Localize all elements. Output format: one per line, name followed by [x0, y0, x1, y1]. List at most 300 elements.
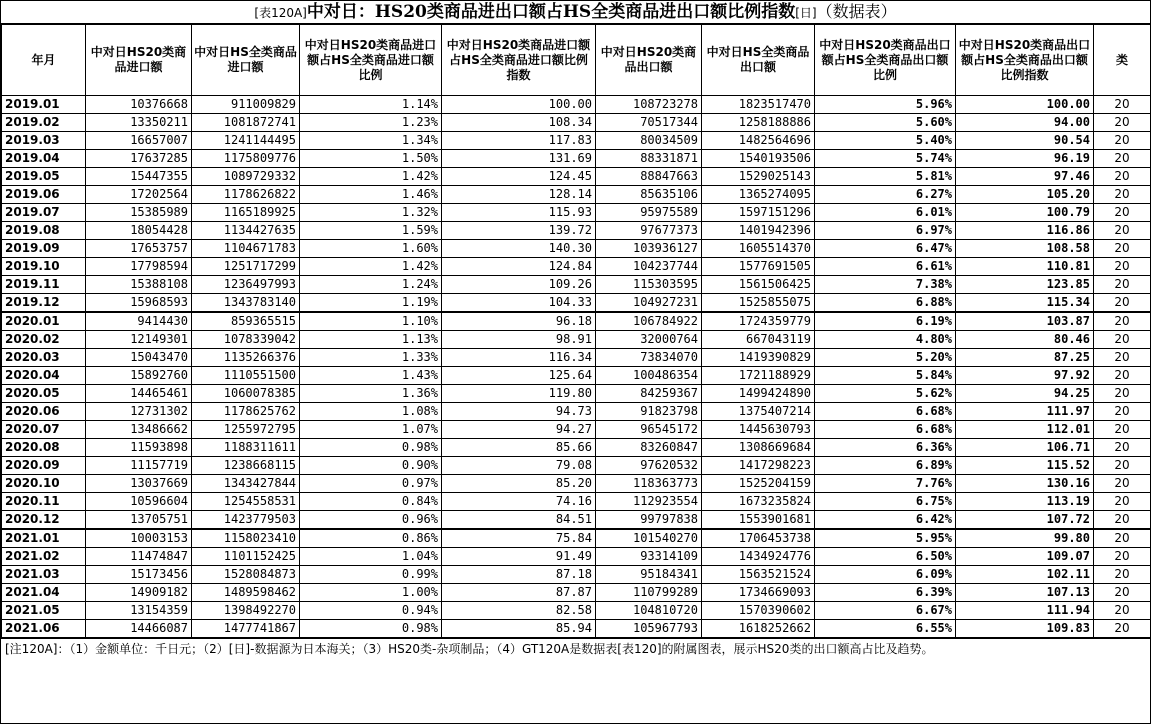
import-ratio-index-cell: 94.73	[442, 403, 596, 421]
hs20-import-cell: 17798594	[86, 258, 192, 276]
month-cell: 2020.05	[2, 385, 86, 403]
all-export-cell: 1570390602	[702, 602, 815, 620]
all-export-cell: 1308669684	[702, 439, 815, 457]
hs20-export-cell: 95184341	[596, 566, 702, 584]
month-cell: 2021.04	[2, 584, 86, 602]
hs20-export-cell: 83260847	[596, 439, 702, 457]
all-export-cell: 1605514370	[702, 240, 815, 258]
month-cell: 2019.10	[2, 258, 86, 276]
all-import-cell: 1238668115	[192, 457, 300, 475]
class-cell: 20	[1094, 584, 1151, 602]
export-ratio-cell: 6.01%	[815, 204, 956, 222]
all-import-cell: 1178626822	[192, 186, 300, 204]
all-import-cell: 1158023410	[192, 529, 300, 548]
hs20-export-cell: 100486354	[596, 367, 702, 385]
all-import-cell: 1060078385	[192, 385, 300, 403]
import-ratio-index-cell: 85.20	[442, 475, 596, 493]
table-tag: [表120A]	[254, 6, 307, 20]
export-ratio-cell: 5.84%	[815, 367, 956, 385]
all-export-cell: 1561506425	[702, 276, 815, 294]
month-cell: 2021.05	[2, 602, 86, 620]
all-import-cell: 1135266376	[192, 349, 300, 367]
import-ratio-cell: 1.50%	[300, 150, 442, 168]
class-cell: 20	[1094, 566, 1151, 584]
all-export-cell: 1734669093	[702, 584, 815, 602]
export-ratio-index-cell: 97.46	[956, 168, 1094, 186]
all-import-cell: 911009829	[192, 96, 300, 114]
class-cell: 20	[1094, 222, 1151, 240]
export-ratio-cell: 6.09%	[815, 566, 956, 584]
hs20-export-cell: 101540270	[596, 529, 702, 548]
import-ratio-cell: 1.14%	[300, 96, 442, 114]
export-ratio-cell: 6.68%	[815, 403, 956, 421]
table-row	[2, 602, 1151, 620]
all-import-cell: 859365515	[192, 312, 300, 331]
hs20-import-cell: 13350211	[86, 114, 192, 132]
hs20-import-cell: 11474847	[86, 548, 192, 566]
table-row	[2, 385, 1151, 403]
class-cell: 20	[1094, 367, 1151, 385]
all-export-cell: 1540193506	[702, 150, 815, 168]
class-cell: 20	[1094, 258, 1151, 276]
hs20-import-cell: 11157719	[86, 457, 192, 475]
import-ratio-index-cell: 139.72	[442, 222, 596, 240]
month-cell: 2019.04	[2, 150, 86, 168]
export-ratio-index-cell: 112.01	[956, 421, 1094, 439]
hs20-import-cell: 15043470	[86, 349, 192, 367]
class-cell: 20	[1094, 312, 1151, 331]
import-ratio-cell: 1.60%	[300, 240, 442, 258]
all-import-cell: 1343427844	[192, 475, 300, 493]
header-class: 类	[1094, 25, 1151, 96]
all-import-cell: 1104671783	[192, 240, 300, 258]
hs20-export-cell: 110799289	[596, 584, 702, 602]
all-export-cell: 1597151296	[702, 204, 815, 222]
table-row	[2, 367, 1151, 385]
hs20-export-cell: 85635106	[596, 186, 702, 204]
export-ratio-index-cell: 110.81	[956, 258, 1094, 276]
export-ratio-index-cell: 103.87	[956, 312, 1094, 331]
hs20-import-cell: 10596604	[86, 493, 192, 511]
import-ratio-index-cell: 115.93	[442, 204, 596, 222]
export-ratio-cell: 6.97%	[815, 222, 956, 240]
all-import-cell: 1134427635	[192, 222, 300, 240]
import-ratio-cell: 1.46%	[300, 186, 442, 204]
hs20-import-cell: 11593898	[86, 439, 192, 457]
export-ratio-cell: 5.62%	[815, 385, 956, 403]
all-import-cell: 1489598462	[192, 584, 300, 602]
export-ratio-cell: 6.55%	[815, 620, 956, 638]
export-ratio-index-cell: 115.52	[956, 457, 1094, 475]
hs20-import-cell: 13037669	[86, 475, 192, 493]
export-ratio-cell: 6.67%	[815, 602, 956, 620]
header-row	[2, 25, 1151, 96]
all-import-cell: 1101152425	[192, 548, 300, 566]
table-row	[2, 276, 1151, 294]
month-cell: 2020.03	[2, 349, 86, 367]
import-ratio-cell: 1.43%	[300, 367, 442, 385]
hs20-export-cell: 104927231	[596, 294, 702, 313]
hs20-export-cell: 88847663	[596, 168, 702, 186]
import-ratio-cell: 1.00%	[300, 584, 442, 602]
header-month: 年月	[2, 25, 86, 96]
export-ratio-index-cell: 90.54	[956, 132, 1094, 150]
class-cell: 20	[1094, 150, 1151, 168]
table-row	[2, 548, 1151, 566]
export-ratio-index-cell: 107.72	[956, 511, 1094, 530]
import-ratio-cell: 1.19%	[300, 294, 442, 313]
month-cell: 2019.06	[2, 186, 86, 204]
hs20-import-cell: 17202564	[86, 186, 192, 204]
export-ratio-index-cell: 94.00	[956, 114, 1094, 132]
month-cell: 2020.09	[2, 457, 86, 475]
hs20-export-cell: 91823798	[596, 403, 702, 421]
export-ratio-index-cell: 100.79	[956, 204, 1094, 222]
hs20-export-cell: 96545172	[596, 421, 702, 439]
hs20-import-cell: 10003153	[86, 529, 192, 548]
export-ratio-index-cell: 109.83	[956, 620, 1094, 638]
table-title	[1, 1, 1150, 24]
import-ratio-index-cell: 140.30	[442, 240, 596, 258]
all-export-cell: 1721188929	[702, 367, 815, 385]
hs20-export-cell: 93314109	[596, 548, 702, 566]
table-row	[2, 421, 1151, 439]
month-cell: 2020.11	[2, 493, 86, 511]
import-ratio-index-cell: 91.49	[442, 548, 596, 566]
all-export-cell: 1419390829	[702, 349, 815, 367]
import-ratio-index-cell: 75.84	[442, 529, 596, 548]
table-row	[2, 511, 1151, 530]
export-ratio-index-cell: 116.86	[956, 222, 1094, 240]
hs20-export-cell: 99797838	[596, 511, 702, 530]
export-ratio-cell: 7.38%	[815, 276, 956, 294]
hs20-export-cell: 105967793	[596, 620, 702, 638]
hs20-import-cell: 14909182	[86, 584, 192, 602]
class-cell: 20	[1094, 294, 1151, 313]
export-ratio-index-cell: 102.11	[956, 566, 1094, 584]
import-ratio-index-cell: 84.51	[442, 511, 596, 530]
all-export-cell: 1553901681	[702, 511, 815, 530]
import-ratio-index-cell: 98.91	[442, 331, 596, 349]
all-import-cell: 1110551500	[192, 367, 300, 385]
import-ratio-cell: 1.23%	[300, 114, 442, 132]
all-export-cell: 1673235824	[702, 493, 815, 511]
export-ratio-index-cell: 96.19	[956, 150, 1094, 168]
import-ratio-cell: 1.32%	[300, 204, 442, 222]
month-cell: 2020.12	[2, 511, 86, 530]
table-row	[2, 114, 1151, 132]
export-ratio-index-cell: 106.71	[956, 439, 1094, 457]
hs20-export-cell: 106784922	[596, 312, 702, 331]
all-export-cell: 1525855075	[702, 294, 815, 313]
table-row	[2, 204, 1151, 222]
hs20-export-cell: 95975589	[596, 204, 702, 222]
export-ratio-cell: 6.88%	[815, 294, 956, 313]
all-import-cell: 1241144495	[192, 132, 300, 150]
table-row	[2, 132, 1151, 150]
import-ratio-cell: 0.98%	[300, 620, 442, 638]
table-main-title: 中对日：HS20类商品进出口额占HS全类商品进出口额比例指数	[306, 2, 796, 22]
import-ratio-index-cell: 131.69	[442, 150, 596, 168]
export-ratio-index-cell: 130.16	[956, 475, 1094, 493]
hs20-import-cell: 13486662	[86, 421, 192, 439]
import-ratio-cell: 0.94%	[300, 602, 442, 620]
import-ratio-index-cell: 82.58	[442, 602, 596, 620]
hs20-export-cell: 103936127	[596, 240, 702, 258]
table-row	[2, 168, 1151, 186]
table-row	[2, 240, 1151, 258]
table-body	[2, 96, 1151, 638]
export-ratio-cell: 6.75%	[815, 493, 956, 511]
import-ratio-cell: 1.33%	[300, 349, 442, 367]
all-export-cell: 1258188886	[702, 114, 815, 132]
table-row	[2, 349, 1151, 367]
export-ratio-index-cell: 108.58	[956, 240, 1094, 258]
table-title-suffix: （数据表）	[816, 2, 897, 21]
hs20-import-cell: 17637285	[86, 150, 192, 168]
ratio-index-table	[1, 24, 1151, 638]
import-ratio-index-cell: 124.84	[442, 258, 596, 276]
month-cell: 2019.02	[2, 114, 86, 132]
header-hs20-export: 中对日HS20类商品出口额	[596, 25, 702, 96]
class-cell: 20	[1094, 349, 1151, 367]
all-import-cell: 1251717299	[192, 258, 300, 276]
header-import-ratio: 中对日HS20类商品进口额占HS全类商品进口额比例	[300, 25, 442, 96]
import-ratio-index-cell: 96.18	[442, 312, 596, 331]
export-ratio-cell: 6.50%	[815, 548, 956, 566]
all-import-cell: 1165189925	[192, 204, 300, 222]
hs20-import-cell: 15447355	[86, 168, 192, 186]
all-import-cell: 1178625762	[192, 403, 300, 421]
import-ratio-cell: 1.24%	[300, 276, 442, 294]
export-ratio-cell: 5.60%	[815, 114, 956, 132]
table-row	[2, 584, 1151, 602]
all-export-cell: 1529025143	[702, 168, 815, 186]
export-ratio-index-cell: 109.07	[956, 548, 1094, 566]
all-import-cell: 1089729332	[192, 168, 300, 186]
import-ratio-index-cell: 108.34	[442, 114, 596, 132]
data-source-tag: [日]	[795, 6, 817, 20]
hs20-import-cell: 16657007	[86, 132, 192, 150]
month-cell: 2020.06	[2, 403, 86, 421]
table-row	[2, 457, 1151, 475]
hs20-import-cell: 15892760	[86, 367, 192, 385]
all-export-cell: 1482564696	[702, 132, 815, 150]
month-cell: 2020.08	[2, 439, 86, 457]
class-cell: 20	[1094, 602, 1151, 620]
class-cell: 20	[1094, 132, 1151, 150]
month-cell: 2019.05	[2, 168, 86, 186]
month-cell: 2019.11	[2, 276, 86, 294]
month-cell: 2021.01	[2, 529, 86, 548]
class-cell: 20	[1094, 96, 1151, 114]
all-export-cell: 1563521524	[702, 566, 815, 584]
class-cell: 20	[1094, 168, 1151, 186]
import-ratio-cell: 1.36%	[300, 385, 442, 403]
import-ratio-index-cell: 87.18	[442, 566, 596, 584]
all-import-cell: 1477741867	[192, 620, 300, 638]
hs20-export-cell: 118363773	[596, 475, 702, 493]
import-ratio-index-cell: 104.33	[442, 294, 596, 313]
month-cell: 2019.09	[2, 240, 86, 258]
month-cell: 2021.06	[2, 620, 86, 638]
hs20-import-cell: 15968593	[86, 294, 192, 313]
export-ratio-cell: 4.80%	[815, 331, 956, 349]
table-row	[2, 294, 1151, 313]
all-import-cell: 1528084873	[192, 566, 300, 584]
class-cell: 20	[1094, 511, 1151, 530]
export-ratio-index-cell: 87.25	[956, 349, 1094, 367]
import-ratio-cell: 1.42%	[300, 168, 442, 186]
export-ratio-cell: 6.47%	[815, 240, 956, 258]
hs20-import-cell: 18054428	[86, 222, 192, 240]
hs20-import-cell: 13154359	[86, 602, 192, 620]
month-cell: 2020.04	[2, 367, 86, 385]
import-ratio-index-cell: 128.14	[442, 186, 596, 204]
hs20-export-cell: 108723278	[596, 96, 702, 114]
export-ratio-cell: 6.27%	[815, 186, 956, 204]
all-import-cell: 1343783140	[192, 294, 300, 313]
import-ratio-cell: 1.10%	[300, 312, 442, 331]
month-cell: 2019.12	[2, 294, 86, 313]
class-cell: 20	[1094, 204, 1151, 222]
class-cell: 20	[1094, 529, 1151, 548]
class-cell: 20	[1094, 421, 1151, 439]
hs20-export-cell: 97677373	[596, 222, 702, 240]
export-ratio-cell: 6.36%	[815, 439, 956, 457]
class-cell: 20	[1094, 439, 1151, 457]
all-import-cell: 1398492270	[192, 602, 300, 620]
all-export-cell: 1365274095	[702, 186, 815, 204]
export-ratio-cell: 5.40%	[815, 132, 956, 150]
hs20-export-cell: 115303595	[596, 276, 702, 294]
export-ratio-cell: 5.95%	[815, 529, 956, 548]
export-ratio-cell: 7.76%	[815, 475, 956, 493]
header-hs20-import: 中对日HS20类商品进口额	[86, 25, 192, 96]
all-export-cell: 1445630793	[702, 421, 815, 439]
table-row	[2, 620, 1151, 638]
hs20-import-cell: 15388108	[86, 276, 192, 294]
export-ratio-index-cell: 113.19	[956, 493, 1094, 511]
import-ratio-cell: 1.07%	[300, 421, 442, 439]
all-export-cell: 1525204159	[702, 475, 815, 493]
class-cell: 20	[1094, 475, 1151, 493]
import-ratio-cell: 0.98%	[300, 439, 442, 457]
hs20-export-cell: 84259367	[596, 385, 702, 403]
class-cell: 20	[1094, 114, 1151, 132]
export-ratio-cell: 6.68%	[815, 421, 956, 439]
export-ratio-index-cell: 111.97	[956, 403, 1094, 421]
month-cell: 2020.02	[2, 331, 86, 349]
footnote: [注120A]：（1）金额单位：千日元；（2）[日]-数据源为日本海关；（3）HS20类-杂项制品；（4）GT120A是数据表[表120]的附属图表，展示HS20类的出口额高占比及趋势。	[1, 638, 1150, 660]
export-ratio-cell: 6.42%	[815, 511, 956, 530]
hs20-export-cell: 32000764	[596, 331, 702, 349]
month-cell: 2021.03	[2, 566, 86, 584]
class-cell: 20	[1094, 385, 1151, 403]
hs20-export-cell: 80034509	[596, 132, 702, 150]
import-ratio-cell: 0.86%	[300, 529, 442, 548]
export-ratio-index-cell: 99.80	[956, 529, 1094, 548]
all-export-cell: 1499424890	[702, 385, 815, 403]
all-export-cell: 1823517470	[702, 96, 815, 114]
hs20-import-cell: 13705751	[86, 511, 192, 530]
import-ratio-index-cell: 74.16	[442, 493, 596, 511]
header-all-export: 中对日HS全类商品出口额	[702, 25, 815, 96]
import-ratio-index-cell: 94.27	[442, 421, 596, 439]
all-export-cell: 667043119	[702, 331, 815, 349]
class-cell: 20	[1094, 457, 1151, 475]
table-row	[2, 331, 1151, 349]
export-ratio-index-cell: 107.13	[956, 584, 1094, 602]
hs20-export-cell: 104237744	[596, 258, 702, 276]
hs20-import-cell: 14466087	[86, 620, 192, 638]
table-row	[2, 186, 1151, 204]
export-ratio-cell: 5.20%	[815, 349, 956, 367]
all-import-cell: 1423779503	[192, 511, 300, 530]
hs20-export-cell: 104810720	[596, 602, 702, 620]
all-export-cell: 1417298223	[702, 457, 815, 475]
hs20-import-cell: 12731302	[86, 403, 192, 421]
export-ratio-index-cell: 100.00	[956, 96, 1094, 114]
all-export-cell: 1618252662	[702, 620, 815, 638]
all-export-cell: 1577691505	[702, 258, 815, 276]
header-all-import: 中对日HS全类商品进口额	[192, 25, 300, 96]
table-row	[2, 258, 1151, 276]
import-ratio-cell: 1.34%	[300, 132, 442, 150]
import-ratio-index-cell: 85.66	[442, 439, 596, 457]
import-ratio-cell: 1.59%	[300, 222, 442, 240]
import-ratio-index-cell: 117.83	[442, 132, 596, 150]
import-ratio-index-cell: 119.80	[442, 385, 596, 403]
export-ratio-cell: 6.61%	[815, 258, 956, 276]
hs20-import-cell: 12149301	[86, 331, 192, 349]
export-ratio-index-cell: 123.85	[956, 276, 1094, 294]
table-row	[2, 150, 1151, 168]
month-cell: 2020.10	[2, 475, 86, 493]
header-export-ratio-index: 中对日HS20类商品出口额占HS全类商品出口额比例指数	[956, 25, 1094, 96]
hs20-export-cell: 112923554	[596, 493, 702, 511]
hs20-export-cell: 97620532	[596, 457, 702, 475]
table-row	[2, 475, 1151, 493]
export-ratio-cell: 6.39%	[815, 584, 956, 602]
month-cell: 2020.01	[2, 312, 86, 331]
hs20-import-cell: 9414430	[86, 312, 192, 331]
hs20-export-cell: 73834070	[596, 349, 702, 367]
all-export-cell: 1724359779	[702, 312, 815, 331]
import-ratio-index-cell: 124.45	[442, 168, 596, 186]
import-ratio-cell: 0.99%	[300, 566, 442, 584]
export-ratio-cell: 5.74%	[815, 150, 956, 168]
all-export-cell: 1434924776	[702, 548, 815, 566]
all-import-cell: 1081872741	[192, 114, 300, 132]
export-ratio-index-cell: 115.34	[956, 294, 1094, 313]
import-ratio-index-cell: 100.00	[442, 96, 596, 114]
import-ratio-cell: 1.08%	[300, 403, 442, 421]
class-cell: 20	[1094, 620, 1151, 638]
all-export-cell: 1401942396	[702, 222, 815, 240]
import-ratio-index-cell: 79.08	[442, 457, 596, 475]
table-row	[2, 566, 1151, 584]
all-import-cell: 1188311611	[192, 439, 300, 457]
export-ratio-index-cell: 80.46	[956, 331, 1094, 349]
all-import-cell: 1175809776	[192, 150, 300, 168]
import-ratio-cell: 0.97%	[300, 475, 442, 493]
import-ratio-cell: 0.96%	[300, 511, 442, 530]
all-import-cell: 1255972795	[192, 421, 300, 439]
class-cell: 20	[1094, 276, 1151, 294]
all-export-cell: 1375407214	[702, 403, 815, 421]
table-row	[2, 439, 1151, 457]
